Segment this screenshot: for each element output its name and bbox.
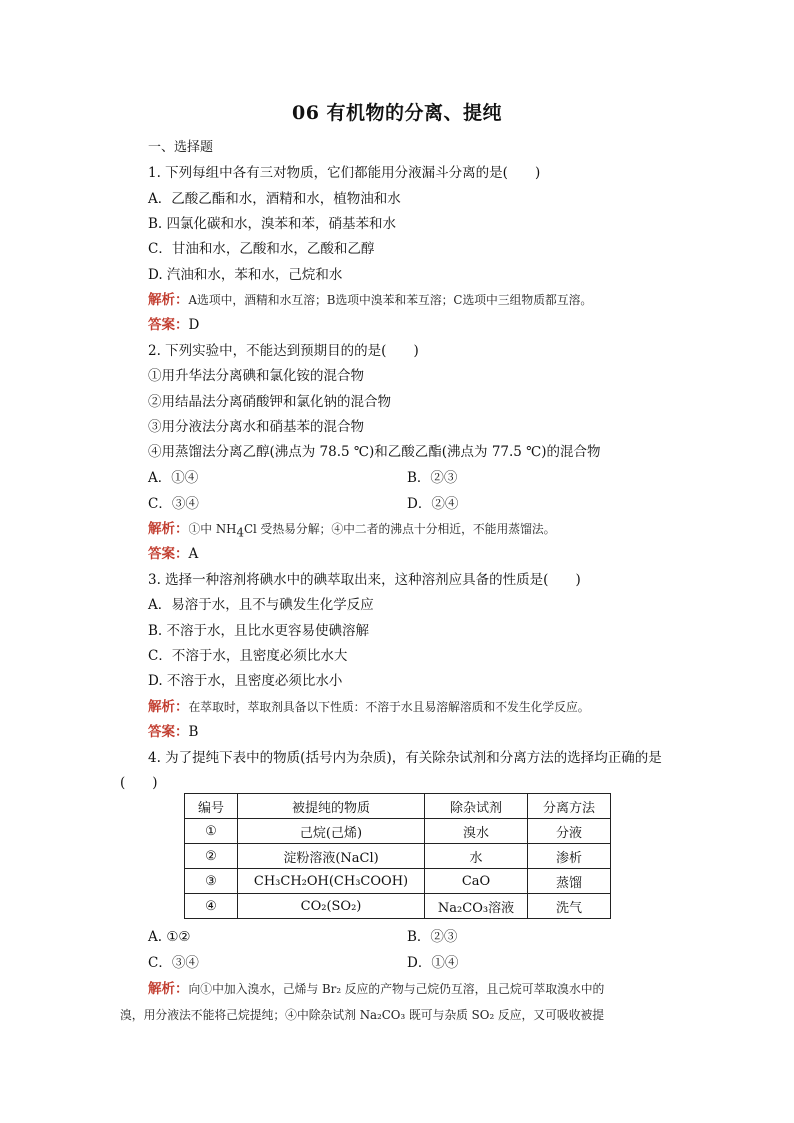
q2-option-a: A．①④ <box>148 470 199 486</box>
answer-label: 答案： <box>148 724 189 740</box>
q3-option-b: B. 不溶于水，且比水更容易使碘溶解 <box>148 623 370 639</box>
analysis-label: 解析： <box>148 699 189 715</box>
cell-no: ② <box>185 844 238 869</box>
table-row <box>185 819 611 844</box>
cell-reagent: 溴水 <box>425 819 528 844</box>
cell-substance: CO₂(SO₂) <box>238 894 425 919</box>
cell-method: 蒸馏 <box>528 869 611 894</box>
q2-item-3: ③用分液法分离水和硝基苯的混合物 <box>148 419 364 435</box>
q2-item-2: ②用结晶法分离硝酸钾和氯化钠的混合物 <box>148 394 391 410</box>
analysis-subscript: 4 <box>236 525 244 540</box>
analysis-text: 在萃取时，萃取剂具备以下性质：不溶于水且易溶解溶质和不发生化学反应。 <box>188 700 590 714</box>
table-row <box>185 844 611 869</box>
cell-reagent: CaO <box>425 869 528 894</box>
purification-table <box>184 793 611 919</box>
q3-analysis <box>148 698 590 716</box>
q2-stem: 2. 下列实验中，不能达到预期目的的是( ) <box>148 343 419 359</box>
q4-option-a: A. ①② <box>148 929 191 945</box>
q3-option-c: C．不溶于水，且密度必须比水大 <box>148 648 348 664</box>
answer-value: B <box>188 724 199 740</box>
answer-label: 答案： <box>148 546 189 562</box>
cell-substance: 淀粉溶液(NaCl) <box>238 844 425 869</box>
cell-reagent: Na₂CO₃溶液 <box>425 894 528 919</box>
q4-stem-cont: ( ) <box>120 775 158 791</box>
analysis-label: 解析： <box>148 521 189 537</box>
q4-option-c: C．③④ <box>148 955 199 971</box>
cell-method: 洗气 <box>528 894 611 919</box>
q2-item-4: ④用蒸馏法分离乙醇(沸点为 78.5 ℃)和乙酸乙酯(沸点为 77.5 ℃)的混合物 <box>148 444 601 460</box>
answer-value: A <box>188 546 199 562</box>
analysis-text-post: Cl 受热易分解；④中二者的沸点十分相近，不能用蒸馏法。 <box>243 522 556 536</box>
cell-no: ③ <box>185 869 238 894</box>
q3-option-d: D. 不溶于水，且密度必须比水小 <box>148 673 343 689</box>
analysis-text: 向①中加入溴水，己烯与 Br₂ 反应的产物与己烷仍互溶，且己烷可萃取溴水中的 <box>188 982 605 996</box>
analysis-label: 解析： <box>148 292 189 308</box>
answer-value: D <box>188 317 200 333</box>
q1-option-b: B. 四氯化碳和水，溴苯和苯，硝基苯和水 <box>148 216 397 232</box>
section-heading: 一、选择题 <box>148 140 214 155</box>
q2-option-d: D．②④ <box>407 496 459 512</box>
col-header-method: 分离方法 <box>528 794 611 819</box>
q4-option-d: D．①④ <box>407 955 459 971</box>
table-row <box>185 894 611 919</box>
q2-answer <box>148 545 198 563</box>
q1-answer <box>148 316 199 334</box>
table-header-row <box>185 794 611 819</box>
q3-stem: 3. 选择一种溶剂将碘水中的碘萃取出来，这种溶剂应具备的性质是( ) <box>148 572 581 588</box>
q4-analysis-line2: 溴，用分液法不能将己烷提纯；④中除杂试剂 Na₂CO₃ 既可与杂质 SO₂ 反应，又可吸收被提 <box>120 1008 605 1022</box>
col-header-reagent: 除杂试剂 <box>425 794 528 819</box>
q1-option-c: C．甘油和水，乙酸和水，乙酸和乙醇 <box>148 241 375 257</box>
q2-item-1: ①用升华法分离碘和氯化铵的混合物 <box>148 368 364 384</box>
q4-stem: 4. 为了提纯下表中的物质(括号内为杂质)，有关除杂试剂和分离方法的选择均正确的是 <box>148 750 662 766</box>
cell-method: 分液 <box>528 819 611 844</box>
answer-label: 答案： <box>148 317 189 333</box>
col-header-no: 编号 <box>185 794 238 819</box>
cell-substance: CH₃CH₂OH(CH₃COOH) <box>238 869 425 894</box>
q3-option-a: A．易溶于水，且不与碘发生化学反应 <box>148 597 374 613</box>
analysis-text: A选项中，酒精和水互溶；B选项中溴苯和苯互溶；C选项中三组物质都互溶。 <box>188 293 593 307</box>
table-row <box>185 869 611 894</box>
q1-analysis <box>148 291 592 309</box>
cell-substance: 己烷(己烯) <box>238 819 425 844</box>
analysis-label: 解析： <box>148 981 189 997</box>
q3-answer <box>148 723 198 741</box>
cell-reagent: 水 <box>425 844 528 869</box>
cell-no: ④ <box>185 894 238 919</box>
q4-analysis-line1 <box>148 980 604 998</box>
q2-option-c: C．③④ <box>148 496 199 512</box>
q1-option-d: D. 汽油和水，苯和水，己烷和水 <box>148 267 343 283</box>
q2-option-b: B．②③ <box>407 470 458 486</box>
q4-option-b: B．②③ <box>407 929 458 945</box>
q1-stem: 1. 下列每组中各有三对物质，它们都能用分液漏斗分离的是( ) <box>148 165 541 181</box>
col-header-substance: 被提纯的物质 <box>238 794 425 819</box>
cell-no: ① <box>185 819 238 844</box>
q1-option-a: A．乙酸乙酯和水，酒精和水，植物油和水 <box>148 191 401 207</box>
analysis-text-pre: ①中 NH <box>188 522 237 536</box>
cell-method: 渗析 <box>528 844 611 869</box>
q2-analysis <box>148 520 555 538</box>
page-title: 06 有机物的分离、提纯 <box>291 102 503 124</box>
